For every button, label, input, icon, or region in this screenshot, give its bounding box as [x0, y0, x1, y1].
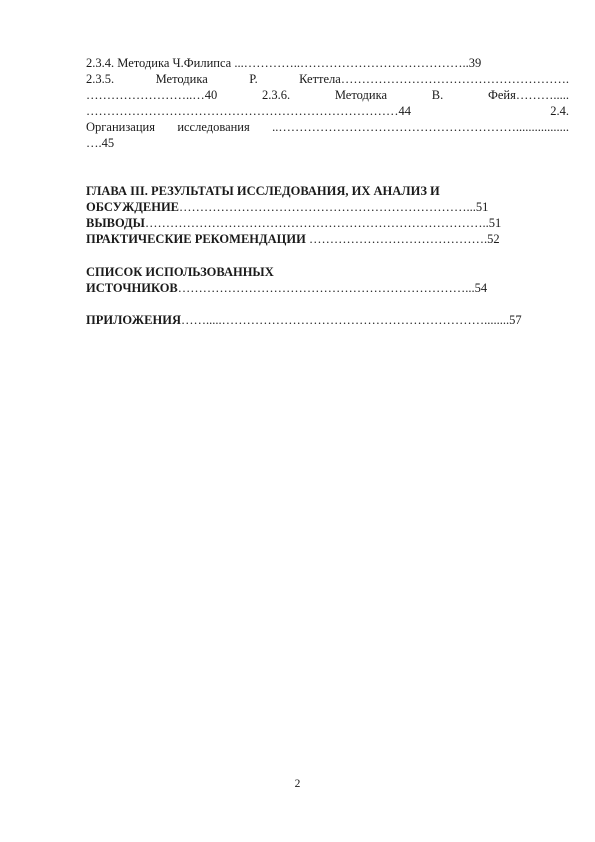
toc-word: 2.3.5.	[86, 72, 115, 86]
toc-entry-title: ИСТОЧНИКОВ	[86, 281, 178, 295]
toc-word: Методика	[334, 88, 388, 102]
toc-sources	[86, 280, 569, 296]
toc-word: Кеттела……………………………………………….	[299, 72, 569, 86]
toc-conclusions	[86, 215, 569, 231]
toc-sources-title	[86, 264, 569, 280]
toc-dots: …………………………………….52	[305, 232, 500, 246]
toc-word: В.	[431, 88, 444, 102]
toc-chapter-3-end	[86, 199, 569, 215]
toc-entry-2-3-4	[86, 55, 569, 71]
page-number: 2	[294, 778, 301, 790]
toc-entry-2-3-6	[86, 87, 569, 103]
toc-entry-title: ПРАКТИЧЕСКИЕ РЕКОМЕНДАЦИИ	[86, 232, 306, 246]
toc-word: исследования	[177, 120, 250, 134]
toc-recommendations	[86, 231, 569, 247]
toc-word: 2.4.	[550, 104, 569, 118]
toc-word: Организация	[86, 120, 155, 134]
toc-entry-2-3-5	[86, 71, 569, 87]
toc-entry-text: ГЛАВА III. РЕЗУЛЬТАТЫ ИССЛЕДОВАНИЯ, ИХ АНАЛИЗ И	[86, 184, 440, 198]
toc-word: 2.3.6.	[261, 88, 291, 102]
toc-entry-2-4	[86, 119, 569, 135]
toc-word: ..………………………………………………….................	[272, 120, 569, 134]
toc-dots: ……………………………………………………………...54	[177, 281, 488, 295]
toc-dots: ……………………………………………………………...51	[179, 200, 489, 214]
toc-entry-title: ОБСУЖДЕНИЕ	[86, 200, 180, 214]
toc-word: Р.	[249, 72, 258, 86]
toc-entry-title: ВЫВОДЫ	[86, 216, 145, 230]
toc-appendix	[86, 312, 569, 328]
toc-entry-title: ПРИЛОЖЕНИЯ	[86, 313, 181, 327]
toc-entry-text: 2.3.4. Методика Ч.Филипса ...…………..…………………………………..39	[86, 56, 482, 70]
toc-dots: …….....………………………………………………………........57	[180, 313, 522, 327]
toc-chapter-3-title	[86, 183, 569, 199]
toc-word: ……………………..…40	[86, 88, 218, 102]
toc-word: Методика	[155, 72, 208, 86]
toc-entry-2-4-end	[86, 135, 569, 151]
toc-entry-2-4-start	[86, 103, 569, 119]
toc-dots: ………………………………………………………………………..51	[144, 216, 502, 230]
toc-word: …………………………………………………………………44	[86, 104, 411, 118]
toc-word: Фейя……….....	[487, 88, 569, 102]
toc-entry-text: СПИСОК ИСПОЛЬЗОВАННЫХ	[86, 265, 274, 279]
toc-entry-text: ….45	[86, 136, 115, 150]
